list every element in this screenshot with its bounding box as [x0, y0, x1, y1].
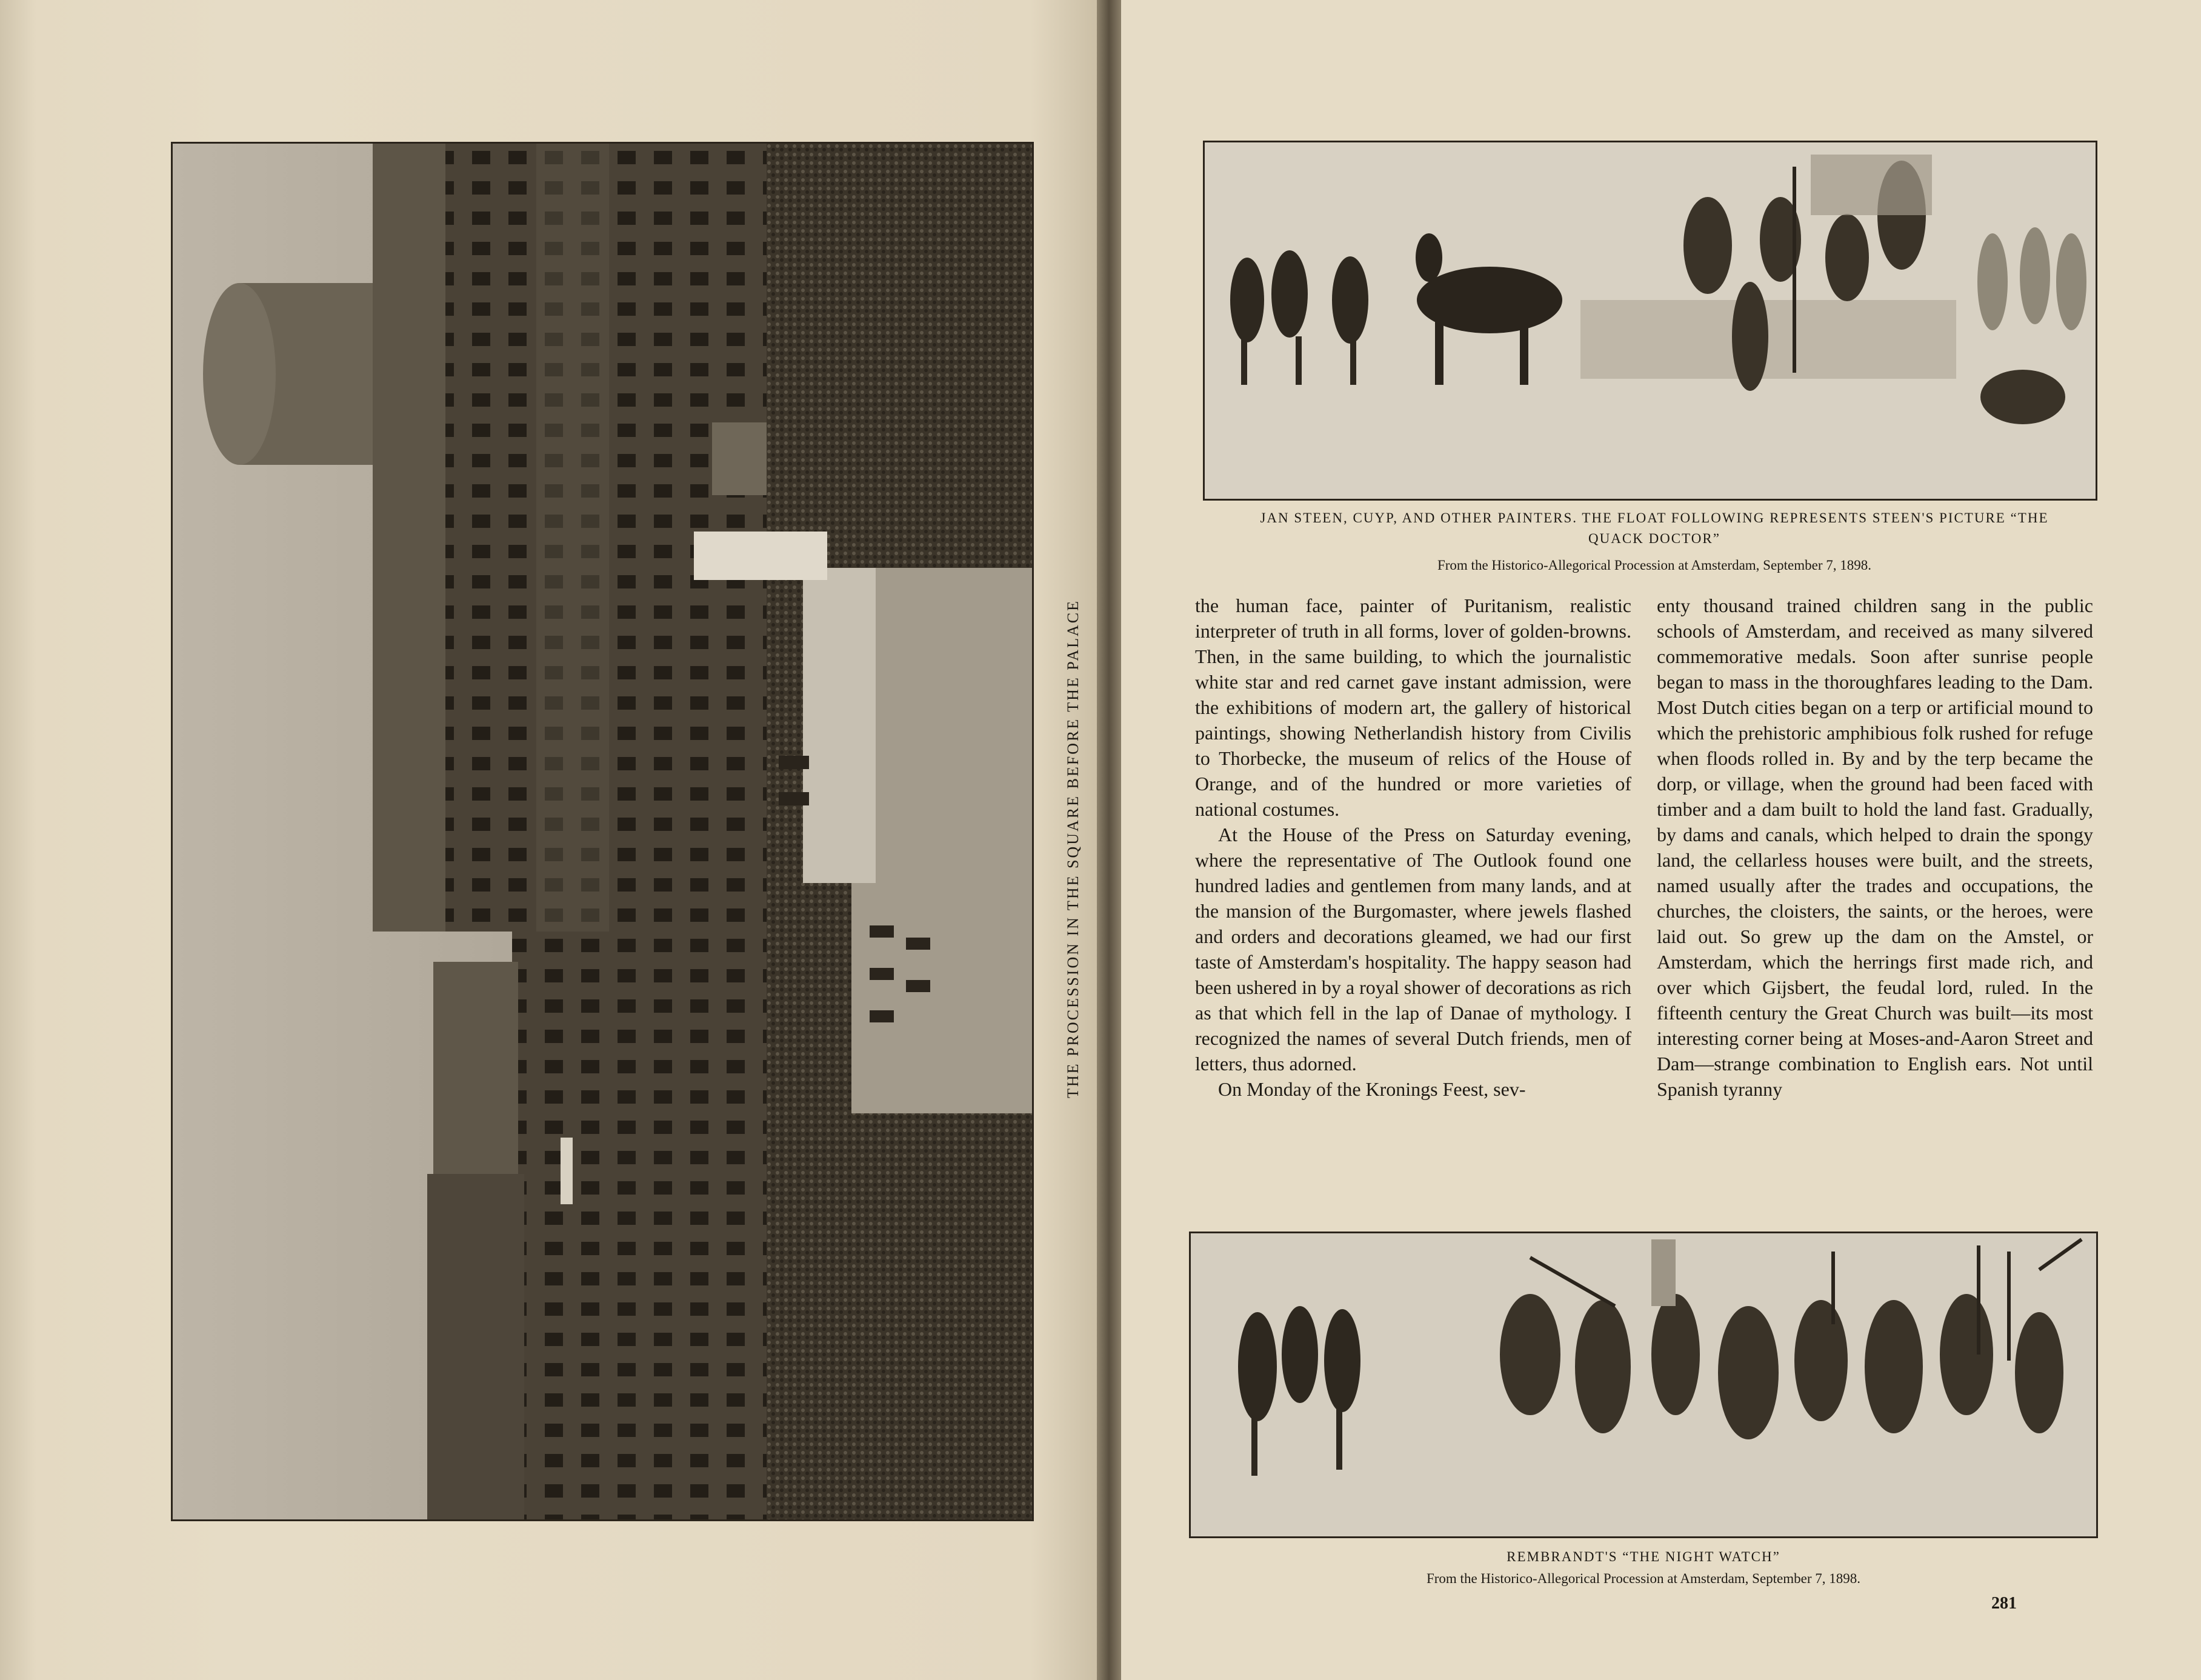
- quack-caption-title: JAN STEEN, CUYP, AND OTHER PAINTERS. THE FLOAT FOLLOWING REPRESENTS STEEN'S PICTURE “THE QUACK DOCTOR”: [1260, 510, 2049, 546]
- night-watch-illustration: [1189, 1232, 2098, 1538]
- night-watch-caption-source: From the Historico-Allegorical Procession at Amsterdam, September 7, 1898.: [1426, 1571, 1861, 1586]
- paragraph: the human face, painter of Puritanism, realistic interpreter of truth in all forms, lover of golden-browns. Then, in the same building, to which the journalistic white star and red carnet gave instant admission, were the exhibitions of modern art, the gallery of historical paintings, showing Netherlandish history from Civilis to Thorbecke, the museum of relics of the House of Orange, and of the hundred or more varieties of national costumes.: [1195, 595, 1631, 820]
- left-page: [0, 0, 1097, 1680]
- procession-caption-text: THE PROCESSION IN THE SQUARE BEFORE THE PALACE: [1064, 599, 1082, 1098]
- page-number: 281: [1991, 1594, 2017, 1613]
- book-gutter: [1097, 0, 1121, 1680]
- paragraph: enty thousand trained children sang in the public schools of Amsterdam, and received as many silvered commemorative medals. Soon after sunrise people began to mass in the thoroughfares leading to the Dam. Most Dutch cities began on a terp or artificial mound to which the prehistoric amphibious folk rushed for refuge when floods rolled in. By and by the terp became the dorp, or village, when the ground had been faced with timber and a dam built to hold the land fast. Gradually, by dams and canals, which helped to drain the spongy land, the cellarless houses were built, and the streets, named usually after the trades and occupations, the churches, the cloisters, the saints, or the heroes, were laid out. So grew up the dam on the Amstel, or Amsterdam, which the herrings first made rich, and over which Gijsbert, the feudal lord, ruled. In the fifteenth century the Great Church was built—its most interesting corner being at Moses-and-Aaron Street and Dam—strange combination to English ears. Not until Spanish tyranny: [1657, 595, 2093, 1100]
- procession-photo: [171, 142, 1034, 1521]
- palace-square-illustration: [173, 144, 1032, 1519]
- quack-caption-source: From the Historico-Allegorical Procession at Amsterdam, September 7, 1898.: [1437, 558, 1872, 573]
- paragraph: At the House of the Press on Saturday evening, where the representative of The Outlook found one hundred ladies and gentlemen from many lands, and at the mansion of the Burgomaster, where jewels flashed and orders and decorations gleamed, we had our first taste of Amsterdam's hospitality. The happy season had been ushered in by a royal shower of decorations as rich as that which fell in the lap of Danae of mythology. I recognized the names of several Dutch friends, men of letters, thus adorned.: [1195, 824, 1631, 1075]
- night-watch-drawing: [1191, 1233, 2096, 1536]
- text-column-left: [1195, 593, 1631, 1102]
- paragraph: On Monday of the Kronings Feest, sev-: [1218, 1078, 1526, 1100]
- night-watch-caption-title: REMBRANDT'S “THE NIGHT WATCH”: [1507, 1549, 1780, 1564]
- text-column-right: [1657, 593, 2093, 1102]
- quack-doctor-float-illustration: [1203, 141, 2097, 501]
- quack-doctor-drawing: [1205, 142, 2096, 499]
